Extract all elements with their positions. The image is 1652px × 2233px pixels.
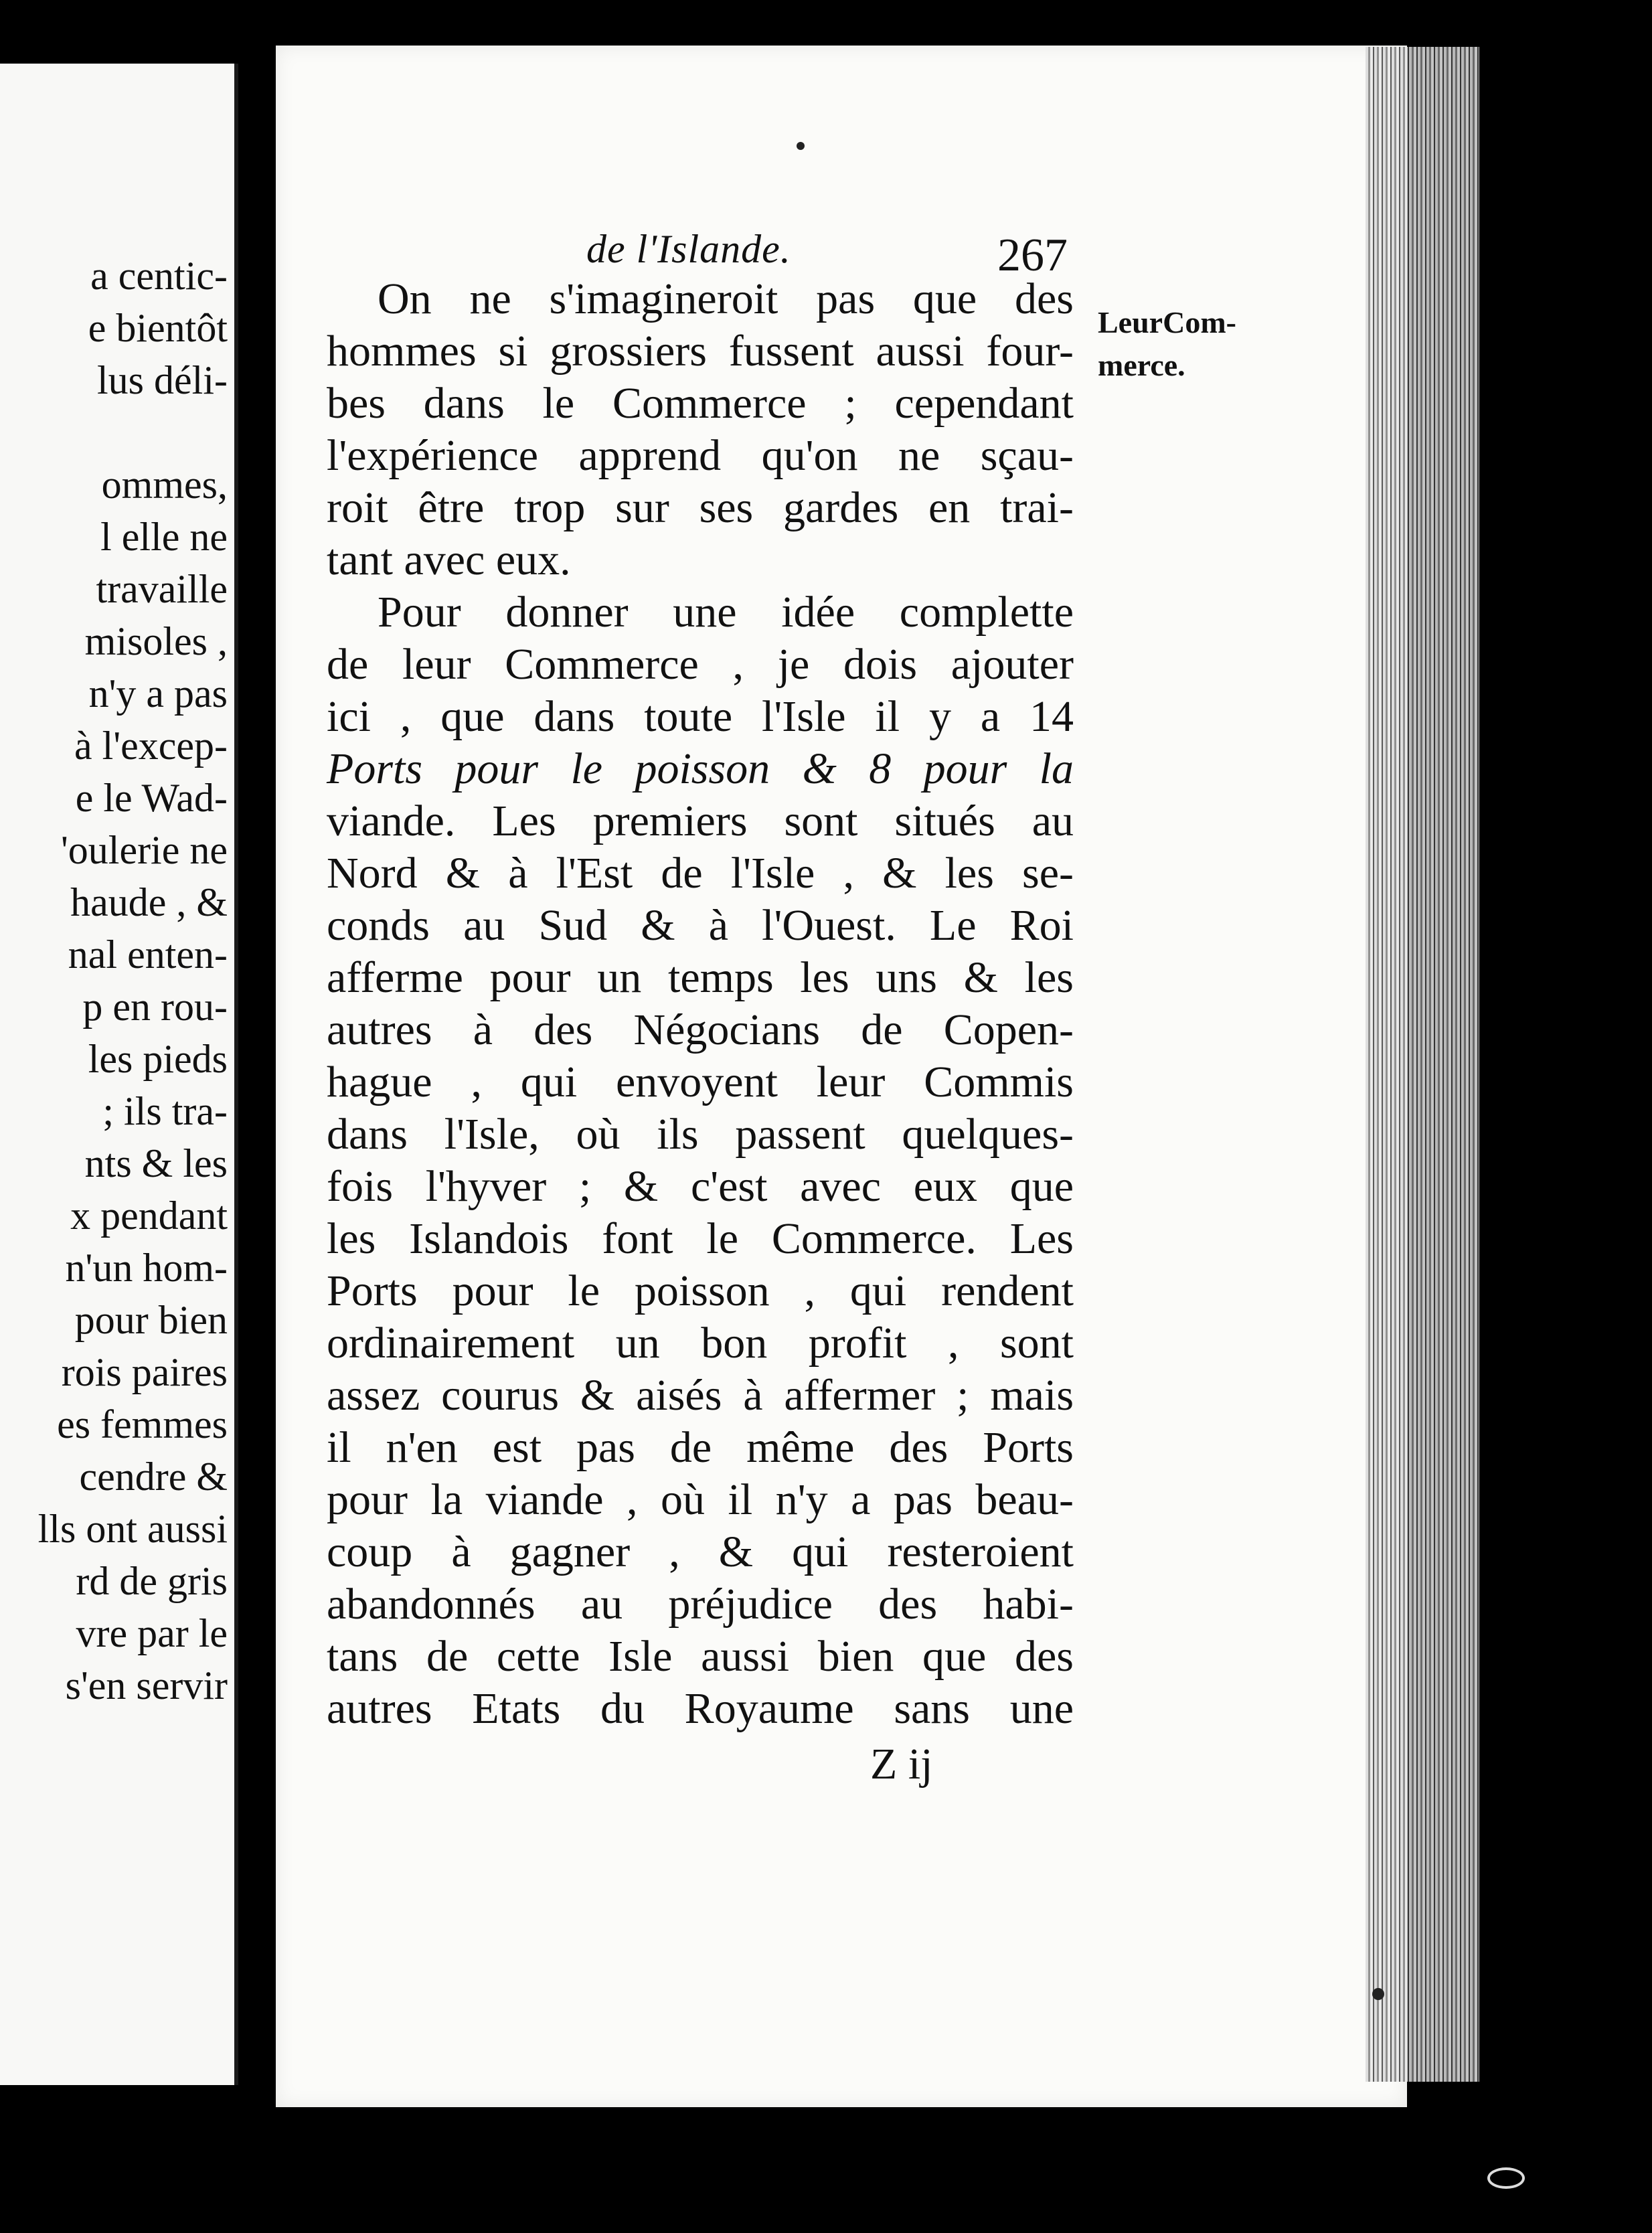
text-line: pour la viande , où il n'y a pas beau- — [327, 1475, 1074, 1524]
left-line: pour bien — [74, 1298, 228, 1342]
left-line — [0, 406, 228, 459]
left-page-text — [0, 250, 228, 1712]
running-head: de l'Islande. — [586, 227, 791, 271]
text-line: les Islandois font le Commerce. Les — [327, 1214, 1074, 1263]
text-line: viande. Les premiers sont situés au — [327, 797, 1074, 845]
page-number: 267 — [997, 230, 1068, 281]
text-line: bes dans le Commerce ; cependant — [327, 379, 1074, 428]
text-line: assez courus & aisés à affermer ; mais — [327, 1371, 1074, 1420]
left-line: misoles , — [84, 619, 228, 663]
text-line: autres à des Négocians de Copen- — [327, 1005, 1074, 1054]
left-line: es femmes — [57, 1402, 228, 1446]
text-line: tans de cette Isle aussi bien que des — [327, 1632, 1074, 1681]
text-line: coup à gagner , & qui resteroient — [327, 1527, 1074, 1576]
text-line: Ports pour le poisson , qui rendent — [327, 1266, 1074, 1315]
left-line: s'en servir — [65, 1663, 228, 1708]
text-line: abandonnés au préjudice des habi- — [327, 1580, 1074, 1629]
ink-spot — [797, 142, 805, 150]
text-line: autres Etats du Royaume sans une — [327, 1684, 1074, 1733]
left-line: lls ont aussi — [37, 1507, 228, 1551]
text-line: Ports pour le poisson & 8 pour la — [327, 744, 1074, 793]
left-line: e le Wad- — [75, 776, 228, 820]
left-line: rois paires — [61, 1350, 228, 1394]
margin-note — [1098, 301, 1285, 387]
text-line: On ne s'imagineroit pas que des — [378, 274, 1074, 323]
left-line: les pieds — [88, 1037, 228, 1081]
text-line: hague , qui envoyent leur Commis — [327, 1058, 1074, 1106]
left-line: travaille — [96, 567, 228, 611]
text-line: de leur Commerce , je dois ajouter — [327, 640, 1074, 689]
text-line: ordinairement un bon profit , sont — [327, 1319, 1074, 1368]
text-line: afferme pour un temps les uns & les — [327, 953, 1074, 1002]
ink-spot — [1372, 1988, 1384, 2000]
left-line: ommes, — [101, 463, 228, 507]
left-line: à l'excep- — [74, 724, 228, 768]
text-line: Nord & à l'Est de l'Isle , & les se- — [327, 849, 1074, 898]
left-line: lus déli- — [97, 358, 228, 402]
left-line: n'un hom- — [65, 1246, 228, 1290]
margin-note-line: merce. — [1098, 348, 1185, 382]
text-line: tant avec eux. — [327, 535, 571, 584]
margin-note-line: LeurCom- — [1098, 305, 1236, 339]
left-line: x pendant — [70, 1193, 228, 1238]
text-line: roit être trop sur ses gardes en trai- — [327, 483, 1074, 532]
text-line: hommes si grossiers fussent aussi four- — [327, 327, 1074, 376]
left-line: n'y a pas — [88, 671, 228, 716]
signature-mark: Z ij — [870, 1740, 933, 1789]
text-line: ici , que dans toute l'Isle il y a 14 — [327, 692, 1074, 741]
left-line: 'oulerie ne — [60, 828, 228, 872]
left-line: vre par le — [76, 1611, 228, 1655]
left-line: haude , & — [70, 880, 228, 924]
left-line: ; ils tra- — [102, 1089, 228, 1133]
body-text — [327, 273, 1074, 1735]
left-line: nts & les — [84, 1141, 228, 1185]
left-line: nal enten- — [68, 932, 228, 977]
left-line: e bientôt — [88, 306, 228, 350]
text-line: conds au Sud & à l'Ouest. Le Roi — [327, 901, 1074, 950]
left-line: p en rou- — [82, 985, 228, 1029]
corner-mark — [1487, 2167, 1525, 2189]
text-line: il n'en est pas de même des Ports — [327, 1423, 1074, 1472]
text-line: Pour donner une idée complette — [378, 588, 1074, 637]
left-line: l elle ne — [100, 515, 228, 559]
left-page — [0, 64, 238, 2085]
text-line: dans l'Isle, où ils passent quelques- — [327, 1110, 1074, 1159]
left-line: cendre & — [79, 1455, 228, 1499]
text-line: fois l'hyver ; & c'est avec eux que — [327, 1162, 1074, 1211]
left-line: rd de gris — [76, 1559, 228, 1603]
page-edges — [1366, 47, 1479, 2082]
text-line: l'expérience apprend qu'on ne sçau- — [327, 431, 1074, 480]
left-line: a centic- — [90, 254, 228, 298]
